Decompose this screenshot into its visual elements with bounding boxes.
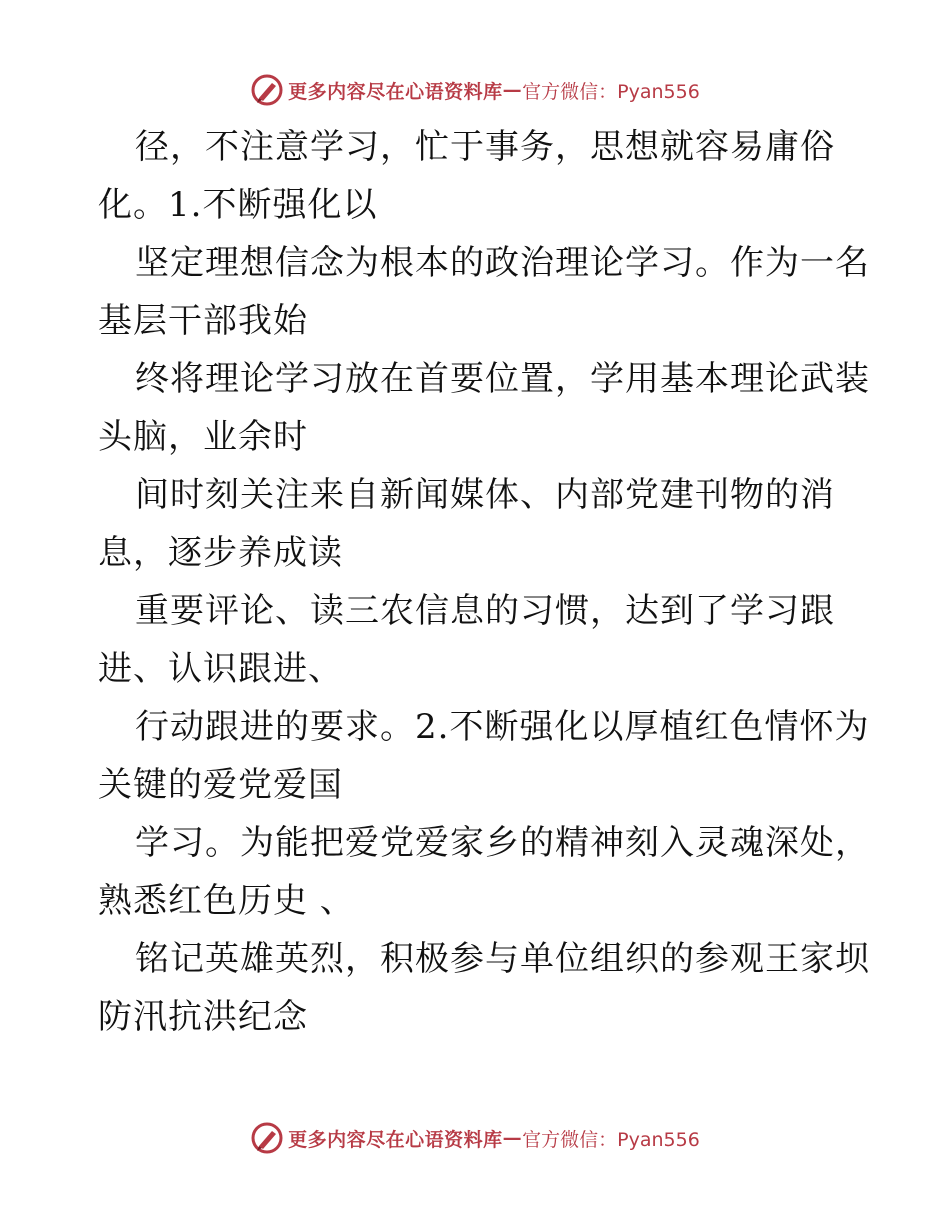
watermark-contact: 官方微信：Pyan556 bbox=[522, 1128, 700, 1151]
body-line: 关键的爱党爱国 bbox=[98, 765, 343, 805]
document-body bbox=[98, 118, 870, 1046]
body-line: 基层干部我始 bbox=[98, 301, 308, 341]
body-line: 重要评论、读三农信息的习惯，达到了学习跟 bbox=[135, 591, 835, 631]
watermark-text: 更多内容尽在心语资料库 bbox=[288, 80, 503, 103]
watermark-dash: — bbox=[502, 79, 523, 101]
body-line: 间时刻关注来自新闻媒体、内部党建刊物的消 bbox=[135, 475, 835, 515]
body-line: 头脑，业余时 bbox=[98, 417, 308, 457]
body-line: 学习。为能把爱党爱家乡的精神刻入灵魂深处， bbox=[135, 823, 870, 863]
body-line: 行动跟进的要求。2.不断强化以厚植红色情怀为 bbox=[135, 707, 870, 747]
body-line: 铭记英雄英烈，积极参与单位组织的参观王家坝 bbox=[135, 939, 870, 979]
body-line: 防汛抗洪纪念 bbox=[98, 997, 308, 1037]
header-watermark bbox=[0, 70, 950, 110]
watermark-contact: 官方微信：Pyan556 bbox=[522, 80, 700, 103]
body-line: 终将理论学习放在首要位置，学用基本理论武装 bbox=[135, 359, 870, 399]
watermark-dash: — bbox=[502, 1127, 523, 1149]
body-line: 进、认识跟进、 bbox=[98, 649, 343, 689]
body-line: 化。1.不断强化以 bbox=[98, 185, 378, 225]
body-line: 坚定理想信念为根本的政治理论学习。作为一名 bbox=[135, 243, 870, 283]
footer-watermark bbox=[0, 1118, 950, 1158]
body-line: 径，不注意学习，忙于事务，思想就容易庸俗 bbox=[135, 127, 835, 167]
body-line: 熟悉红色历史 、 bbox=[98, 881, 355, 921]
watermark-text: 更多内容尽在心语资料库 bbox=[288, 1128, 503, 1151]
pen-logo-icon bbox=[250, 73, 284, 107]
pen-logo-icon bbox=[250, 1121, 284, 1155]
body-line: 息，逐步养成读 bbox=[98, 533, 343, 573]
